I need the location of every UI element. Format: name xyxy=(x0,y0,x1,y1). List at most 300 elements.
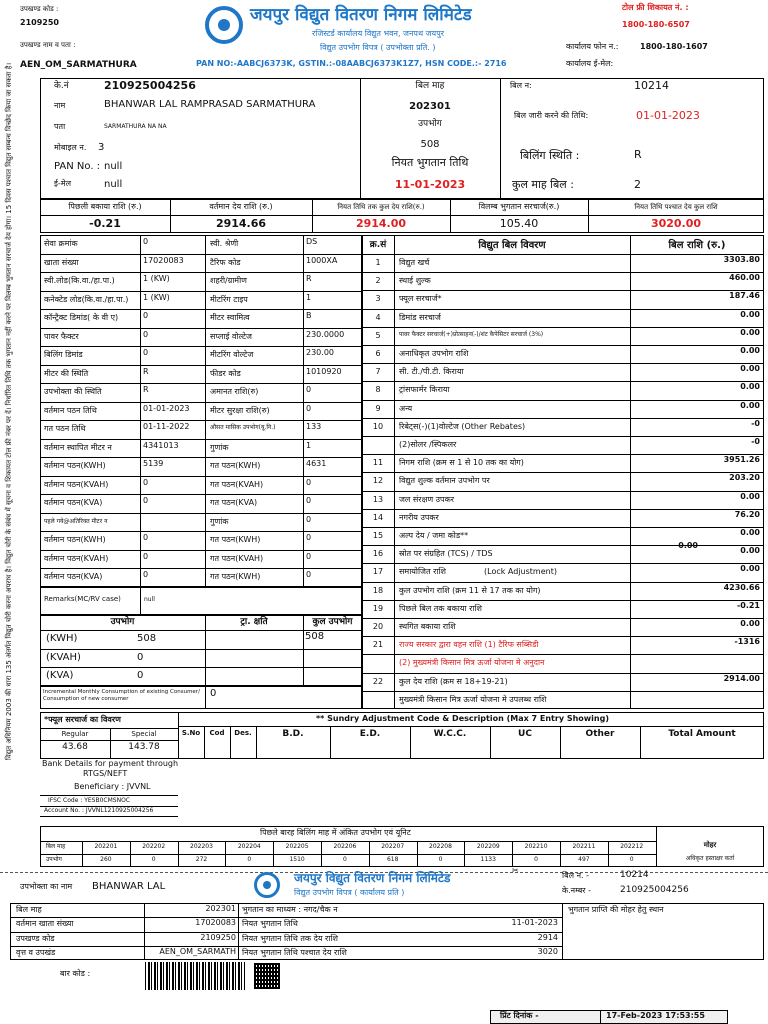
details-row-line xyxy=(40,494,362,495)
charge-amount: 3951.26 xyxy=(723,455,760,465)
charge-no: 20 xyxy=(372,622,384,631)
stub-label: वर्तमान खाता संख्या xyxy=(16,919,74,929)
side-legal-note: विद्युत अधिनियम 2003 की धारा 135 अंतर्गत विद्युत चोरी करना अपराध है। विद्युत चोरी के संबंध में सूचना व शिकायत टोल फ्री नंबर पर दें। निर्धारित तिथि तक भुगतान नहीं करने पर विलम्ब भुगतान सरचार्ज देय होगा। 15 दिवस पश्चात विद्युत सम्बन्ध विच्छेद किया जा सकता है। xyxy=(5,62,13,760)
detail-left-value: 01-11-2022 xyxy=(143,422,190,431)
incremental-value: 0 xyxy=(210,688,217,699)
issue-date-label: बिल जारी करने की तिथि: xyxy=(514,111,589,120)
fuel-special-header: Special xyxy=(131,730,157,738)
office-email-label: कार्यालय ई-मेल: xyxy=(566,59,614,68)
cons-value: 0 xyxy=(137,670,144,681)
stub-bill-no: 10214 xyxy=(620,870,649,880)
history-month: 202205 xyxy=(285,843,309,850)
charge-desc: ट्रांसफार्मर किराया xyxy=(399,385,450,395)
detail-left-value: R xyxy=(143,385,149,394)
charge-no: 22 xyxy=(372,676,384,686)
history-month: 202206 xyxy=(333,843,357,850)
fuel-special-value: 143.78 xyxy=(128,742,160,752)
charge-no: 16 xyxy=(372,549,384,559)
detail-mid-value: 230.00 xyxy=(306,348,334,357)
charge-no: 7 xyxy=(375,367,381,377)
detail-mid-label: गत पठन(KVA) xyxy=(210,498,258,507)
history-month: 202212 xyxy=(620,843,644,850)
charge-amount: 2914.00 xyxy=(723,673,760,683)
detail-left-value: 0 xyxy=(143,477,149,487)
detail-left-label: गत पठन तिथि xyxy=(44,424,86,433)
detail-left-label: बिलिंग डिमांड xyxy=(44,350,83,359)
history-month: 202204 xyxy=(237,843,261,850)
detail-left-label: वर्तमान पठन(KWH) xyxy=(44,535,106,544)
history-month: 202207 xyxy=(381,843,405,850)
detail-mid-value: 0 xyxy=(306,551,312,561)
email-label: ई-मेल xyxy=(54,179,72,188)
fuel-regular-header: Regular xyxy=(61,730,89,738)
charge-desc: कुल उपभोग राशि (क्रम 11 से 17 तक का योग) xyxy=(399,585,541,595)
subdiv-name: AEN_OM_SARMATHURA xyxy=(20,60,137,70)
cons-unit: (KVAH) xyxy=(46,651,81,663)
charge-amount: 0.00 xyxy=(740,564,760,574)
detail-mid-value: 1 xyxy=(306,440,312,450)
charge-row-line xyxy=(362,509,764,510)
pan-gst-line: PAN NO:-AABCJ6373K, GSTIN.:-08AABCJ6373K1Z7, HSN CODE.:- 2716 xyxy=(196,59,507,68)
kno-value: 210925004256 xyxy=(104,79,196,92)
stub-consumer-label: उपभोक्ता का नाम xyxy=(20,882,73,891)
details-row-line xyxy=(40,513,362,514)
charge-no: 5 xyxy=(375,330,381,340)
charge-amount: 3303.80 xyxy=(723,255,760,264)
charge-desc: डिमांड सरचार्ज xyxy=(399,312,441,322)
detail-mid-value: B xyxy=(306,311,312,320)
detail-mid-label: सप्लाई वोल्टेज xyxy=(210,331,252,341)
tloss-header: ट्रा. क्षति xyxy=(240,617,268,627)
charge-amount: 460.00 xyxy=(729,273,760,283)
consumer-address: SARMATHURA NA NA xyxy=(104,123,167,130)
charge-row-line xyxy=(362,472,764,473)
tollfree-number: 1800-180-6507 xyxy=(622,20,690,29)
detail-left-label: खाता संख्या xyxy=(44,257,79,267)
charge-desc: स्थगित बकाया राशि xyxy=(399,622,456,631)
charge-desc: विद्युत शुल्क वर्तमान उपभोग पर xyxy=(399,476,490,486)
remarks-value: null xyxy=(144,596,155,603)
consumption-value: 508 xyxy=(420,139,440,150)
detail-left-label: उपभोक्ता की स्थिति xyxy=(44,387,102,396)
sundry-col-header: UC xyxy=(518,729,532,739)
detail-mid-label: औसत मासिक उपभोग(यू.नि.) xyxy=(210,424,276,431)
detail-left-value: 0 xyxy=(143,496,149,505)
incremental-label: Incremental Monthly Consumption of existing Consumer/ Consumption of new consumer xyxy=(43,689,200,702)
sundry-col-header: Cod xyxy=(209,729,225,737)
cons-row-line xyxy=(40,667,362,668)
charge-row-line xyxy=(362,545,764,546)
sign-label: अधिकृत हस्ताक्षर कर्ता xyxy=(685,855,735,862)
charge-tds-amount: 0.00 xyxy=(678,541,698,551)
scissors-icon: ✂ xyxy=(512,866,519,875)
sundry-title: ** Sundry Adjustment Code & Description (Max 7 Entry Showing) xyxy=(316,714,609,723)
detail-left-value: 1 (KW) xyxy=(143,274,170,283)
sundry-col-header: S.No xyxy=(181,729,201,737)
seal-label: मोहर xyxy=(703,841,717,849)
service-first-value: 0 xyxy=(143,237,149,246)
bank-line-3: Beneficiary : JVVNL xyxy=(74,782,151,791)
history-month: 202211 xyxy=(572,843,596,850)
bank-line-1: Bank Details for payment through xyxy=(42,759,179,768)
bank-line-4: IFSC Code : YESB0CMSNOC xyxy=(48,797,130,804)
tollfree-label: टोल फ्री शिकायत नं. : xyxy=(622,3,689,12)
detail-left-value: R xyxy=(143,366,149,376)
charge-no: 3 xyxy=(375,294,381,304)
charge-amount: 0.00 xyxy=(740,346,760,355)
qr-code-image xyxy=(254,963,280,989)
history-units: 260 xyxy=(100,856,112,863)
history-units: 0 xyxy=(629,856,634,863)
detail-mid-label: स्वी. श्रेणी xyxy=(210,239,239,248)
details-row-line xyxy=(40,420,362,421)
details-row-line xyxy=(40,531,362,532)
subdiv-code: 2109250 xyxy=(20,18,59,27)
charges-desc-header: विद्युत बिल विवरण xyxy=(478,240,546,251)
stub-row-line xyxy=(10,946,562,947)
detail-left-value: 0 xyxy=(143,311,149,320)
stub-value: AEN_OM_SARMATH xyxy=(159,946,236,956)
detail-left-value: 4341013 xyxy=(143,440,179,450)
detail-left-value: 01-01-2023 xyxy=(143,403,190,413)
detail-mid-value: 230.0000 xyxy=(306,329,345,339)
current-due-label: वर्तमान देय राशि (रु.) xyxy=(209,202,273,211)
charge-no: 18 xyxy=(372,585,384,595)
stub-label-2: नियत भुगतान तिथि तक देय राशि xyxy=(242,933,338,943)
detail-mid-value: 0 xyxy=(306,477,312,487)
charge-no: 2 xyxy=(375,276,381,286)
remarks-label: Remarks(MC/RV case) xyxy=(44,595,121,603)
office-phone: 1800-180-1607 xyxy=(640,42,708,51)
charge-no: 11 xyxy=(372,458,384,468)
charge-no: 13 xyxy=(372,494,384,504)
issue-date: 01-01-2023 xyxy=(636,109,700,122)
charge-amount: 0.00 xyxy=(740,364,760,374)
cons-unit: (KVA) xyxy=(46,670,74,681)
detail-mid-label: टैरिफ कोड xyxy=(210,257,241,267)
detail-mid-label: मीटरिंग वोल्टेज xyxy=(210,350,254,359)
due-by-date-amount: 2914.00 xyxy=(355,217,407,230)
detail-mid-value: 0 xyxy=(306,533,312,542)
charge-no: 14 xyxy=(372,512,384,522)
detail-mid-label: गत पठन(KWH) xyxy=(210,572,261,581)
detail-mid-value: 1010920 xyxy=(306,366,342,376)
detail-left-value: 0 xyxy=(143,570,149,579)
stub-label-2: नियत भुगतान तिथि xyxy=(242,919,298,929)
kno-label: के.नं xyxy=(54,81,69,91)
charge-no: 8 xyxy=(375,385,381,395)
charge-desc: अल्प देय / जमा कोड** xyxy=(399,531,469,540)
charge-desc: पावर फैक्टर सरचार्ज(+)प्रोत्साहन(-)/शंट कैपेसिटर सरचार्ज (3%) xyxy=(399,330,544,338)
detail-mid-value: 0 xyxy=(306,385,312,394)
sundry-col-header: Other xyxy=(585,729,615,739)
after-due-label: नियत तिथि पश्चात देय कुल राशि xyxy=(634,203,718,211)
prev-arrears-label: पिछली बकाया राशि (रु.) xyxy=(68,202,142,211)
charge-row-line xyxy=(362,436,764,437)
print-date: 17-Feb-2023 17:53:55 xyxy=(606,1011,705,1020)
charge-no: 1 xyxy=(375,258,381,267)
stub-label: बिल माह xyxy=(16,905,42,914)
detail-mid-value: 1 xyxy=(306,292,312,302)
charge-row-line xyxy=(362,527,764,528)
charge-row-line xyxy=(362,454,764,455)
charge-desc: रिबेट्स(-)(1)वोल्टेज (Other Rebates) xyxy=(399,421,526,431)
charge-no: 12 xyxy=(372,476,384,486)
history-units: 0 xyxy=(438,856,443,863)
cons-value: 0 xyxy=(137,651,144,663)
print-date-label: प्रिंट दिनांक - xyxy=(500,1011,539,1020)
charge-amount: 0.00 xyxy=(740,619,760,628)
charge-row-line xyxy=(362,654,764,655)
cons-row-line xyxy=(40,649,362,650)
charge-amount: 0.00 xyxy=(740,546,760,556)
detail-mid-label: फीडर कोड xyxy=(210,368,241,378)
charge-desc: समायोजित राशि xyxy=(399,567,446,577)
detail-left-label: वर्तमान पठन(KVAH) xyxy=(44,479,109,489)
barcode-image xyxy=(145,962,245,990)
sundry-col-header: E.D. xyxy=(359,729,381,739)
details-row-line xyxy=(40,365,362,366)
history-units: 0 xyxy=(342,856,347,863)
history-month-label: बिल माह xyxy=(46,843,66,850)
late-surcharge-label: विलम्ब भुगतान सरचार्ज(रु.) xyxy=(478,202,560,211)
charge-row-line xyxy=(362,381,764,382)
detail-mid-value: R xyxy=(306,274,312,283)
detail-left-label: वर्तमान पठन(KVA) xyxy=(44,498,103,507)
pan-label: PAN No. : xyxy=(54,161,101,172)
charge-row-line xyxy=(362,600,764,601)
detail-mid-label: गत पठन(KVAH) xyxy=(210,479,264,489)
due-by-date-label: नियत तिथि तक कुल देय राशि(रु.) xyxy=(337,203,425,211)
charge-amount: 187.46 xyxy=(729,291,760,301)
charge-amount: 0.00 xyxy=(740,309,760,319)
detail-left-label: वर्तमान पठन(KWH) xyxy=(44,461,106,470)
bill-copy-type: विद्युत उपभोग विपत्र ( उपभोक्ता प्रति. ) xyxy=(320,43,436,52)
details-row-line xyxy=(40,457,362,458)
company-address: रजिस्टर्ड कार्यालय विद्युत भवन, जनपथ जयपुर xyxy=(312,29,445,38)
detail-mid-value: 4631 xyxy=(306,459,327,468)
charge-row-line xyxy=(362,691,764,692)
detail-left-label: स्वी.लोड(कि.वा./हा.पा.) xyxy=(44,276,115,285)
bill-month: 202301 xyxy=(409,101,451,112)
stub-subtitle: विद्युत उपभोग विपत्र ( कार्यालय प्रति ) xyxy=(294,888,405,897)
mobile-value: 3 xyxy=(98,142,105,153)
details-row-line xyxy=(40,309,362,310)
charge-desc-extra: (Lock Adjustment) xyxy=(484,567,557,577)
stub-label: वृत्त व उपखंड xyxy=(16,947,56,957)
jvvnl-logo-icon xyxy=(205,6,243,44)
history-month: 202209 xyxy=(476,843,500,850)
charge-desc: अनाधिकृत उपभोग राशि xyxy=(399,349,469,358)
details-row-line xyxy=(40,254,362,255)
history-units: 1133 xyxy=(480,856,496,863)
current-due: 2914.66 xyxy=(215,217,267,230)
charge-desc: निगम राशि (क्रम स 1 से 10 तक का योग) xyxy=(399,458,524,468)
detail-left-label: पहले गये@अतिरिक्त मीटर न xyxy=(44,517,108,525)
charge-amount: 0.00 xyxy=(740,528,760,537)
history-units: 0 xyxy=(151,856,156,863)
history-month: 202202 xyxy=(142,843,166,850)
total-months: 2 xyxy=(634,178,641,191)
late-surcharge: 105.40 xyxy=(499,217,539,230)
charge-row-line xyxy=(362,618,764,619)
detail-mid-value: 0 xyxy=(306,570,312,579)
cons-total: 508 xyxy=(305,631,325,642)
charge-amount: 0.00 xyxy=(740,382,760,392)
stub-bill-no-label: बिल न. - xyxy=(562,871,590,880)
charge-row-line xyxy=(362,290,764,291)
history-month: 202210 xyxy=(524,843,548,850)
detail-left-value: 5139 xyxy=(143,459,164,468)
detail-mid-label: गत पठन(KWH) xyxy=(210,535,261,544)
detail-left-value: 0 xyxy=(143,329,149,339)
detail-mid-label: अमानत राशि(रु) xyxy=(210,387,259,396)
stub-value: 202301 xyxy=(205,904,236,913)
subdiv-name-label: उपखण्ड नाम व पता : xyxy=(20,41,76,49)
charge-desc: कुल देय राशि (क्रम स 18+19-21) xyxy=(399,676,508,686)
detail-left-label: पावर फैक्टर xyxy=(44,331,79,341)
subdiv-code-label: उपखण्ड कोड : xyxy=(20,5,59,13)
detail-mid-label: गत पठन(KVAH) xyxy=(210,553,264,563)
detail-mid-value: 1000XA xyxy=(306,255,338,265)
stub-stamp-label: भुगतान प्राप्ति की मोहर हेतु स्थान xyxy=(568,905,664,914)
detail-left-label: वर्तमान पठन(KVA) xyxy=(44,572,103,581)
history-month: 202201 xyxy=(94,843,118,850)
stub-value-2: 3020 xyxy=(537,946,558,956)
details-row-line xyxy=(40,402,362,403)
detail-mid-label: मीटर सुरक्षा राशि(रु) xyxy=(210,405,270,415)
charge-desc: स्थाई शुल्क xyxy=(399,276,431,286)
details-row-line xyxy=(40,568,362,569)
details-row-line xyxy=(40,291,362,292)
detail-mid-label: गुणांक xyxy=(210,442,229,452)
charge-row-line xyxy=(362,418,764,419)
stub-row-line xyxy=(10,932,562,933)
billing-status: R xyxy=(634,148,642,161)
after-due-amount: 3020.00 xyxy=(650,217,702,230)
charge-desc: सी. टी./पी.टी. किराया xyxy=(399,367,464,377)
detail-mid-label: मीटर स्वामित्व xyxy=(210,313,250,322)
history-units: 272 xyxy=(195,856,208,863)
fuel-title: *फ्यूल सरचार्ज का विवरण xyxy=(44,715,121,724)
charge-amount: -0 xyxy=(751,418,760,428)
stub-logo-icon xyxy=(254,872,280,898)
charge-row-line xyxy=(362,673,764,674)
charge-no: 15 xyxy=(372,531,384,540)
stub-value: 2109250 xyxy=(200,932,236,942)
company-title: जयपुर विद्युत वितरण निगम लिमिटेड xyxy=(250,5,472,25)
details-row-line xyxy=(40,476,362,477)
detail-left-label: मीटर की स्थिति xyxy=(44,368,89,378)
detail-left-label: कनेक्टेड लोड(कि.वा./हा.पा.) xyxy=(44,294,129,304)
stub-value-2: 2914 xyxy=(537,932,558,942)
charge-desc: स्रोत पर संग्रहित (TCS) / TDS xyxy=(399,549,493,559)
cons-value: 508 xyxy=(137,633,157,644)
charge-desc: राज्य सरकार द्वारा वहन राशि (1) टैरिफ सब्सिडी xyxy=(399,640,539,650)
history-month: 202208 xyxy=(429,843,452,850)
charge-row-line xyxy=(362,309,764,310)
email-value: null xyxy=(104,179,123,190)
details-row-line xyxy=(40,328,362,329)
due-date: 11-01-2023 xyxy=(394,178,466,191)
charges-no-header: क्र.सं xyxy=(369,240,387,250)
pan-value: null xyxy=(104,161,123,172)
stub-label-2: नियत भुगतान तिथि पश्चात देय राशि xyxy=(242,947,347,957)
charge-row-line xyxy=(362,272,764,273)
charge-no: 4 xyxy=(375,312,381,322)
detail-left-label: वर्तमान पठन(KVAH) xyxy=(44,553,109,563)
details-row-line xyxy=(40,272,362,273)
detail-mid-label: गुणांक xyxy=(210,516,229,526)
charge-no: 6 xyxy=(375,349,381,358)
stub-title: जयपुर विद्युत वितरण निगम लिमिटेड xyxy=(294,871,451,885)
charge-row-line xyxy=(362,327,764,328)
charge-row-line xyxy=(362,582,764,583)
detail-left-value: 0 xyxy=(143,533,149,542)
bill-month-label: बिल माह xyxy=(415,81,445,91)
address-label: पता xyxy=(54,122,66,131)
sundry-col-header: B.D. xyxy=(282,729,304,739)
stub-consumer-name: BHANWAR LAL xyxy=(92,881,166,892)
charge-amount: 0.00 xyxy=(740,327,760,337)
detail-left-value: 0 xyxy=(143,551,149,561)
detail-left-label: वर्तमान पठन तिथि xyxy=(44,405,97,415)
charge-amount: -0 xyxy=(751,437,760,446)
sundry-col-header: W.C.C. xyxy=(433,729,467,739)
office-phone-label: कार्यालय फोन न.: xyxy=(566,42,619,51)
detail-mid-value: 133 xyxy=(306,422,322,431)
consumer-name: BHANWAR LAL RAMPRASAD SARMATHURA xyxy=(104,99,316,110)
charge-row-line xyxy=(362,400,764,401)
sundry-col-header: Des. xyxy=(234,729,252,737)
charge-no: 10 xyxy=(372,421,384,431)
charge-no: 21 xyxy=(372,640,384,650)
total-consumption-header: कुल उपभोग xyxy=(312,617,353,627)
charge-row-line xyxy=(362,363,764,364)
details-row-line xyxy=(40,439,362,440)
charge-row-line xyxy=(362,345,764,346)
charge-no: 9 xyxy=(375,403,381,413)
charge-desc: जल संरक्षण उपकर xyxy=(399,494,454,504)
detail-left-value: 0 xyxy=(143,348,149,357)
charge-amount: -0.21 xyxy=(736,600,760,610)
detail-mid-value: DS xyxy=(306,237,318,246)
sundry-col-header: Total Amount xyxy=(668,729,736,739)
history-month: 202203 xyxy=(190,843,213,850)
consumption-label: उपभोग xyxy=(418,119,442,129)
history-units: 0 xyxy=(247,856,252,863)
charge-amount: 0.00 xyxy=(740,400,760,410)
charge-row-line xyxy=(362,491,764,492)
detail-mid-label: गत पठन(KWH) xyxy=(210,461,261,470)
charge-desc: मुख्यमंत्री किसान मित्र ऊर्जा योजना मे उपलब्ध राशि xyxy=(399,694,547,704)
stub-value: 17020083 xyxy=(195,918,236,928)
name-label: नाम xyxy=(54,101,66,110)
detail-left-label: सेवा क्रमांक xyxy=(44,239,78,248)
history-units: 0 xyxy=(534,856,538,863)
detail-left-label: वर्तमान स्थापित मीटर न xyxy=(44,442,112,452)
detail-left-value: 17020083 xyxy=(143,255,184,265)
detail-mid-value: 0 xyxy=(306,403,312,413)
consumption-header: उपभोग xyxy=(110,617,135,627)
charge-no: 17 xyxy=(372,567,384,577)
fuel-regular-value: 43.68 xyxy=(62,742,88,752)
detail-left-label: कॉन्ट्रैक्ट डिमांड( के वी ए) xyxy=(44,313,119,322)
detail-mid-label: शहरी/ग्रामीण xyxy=(210,276,247,285)
prev-arrears: -0.21 xyxy=(89,217,121,230)
stub-kno: 210925004256 xyxy=(620,885,689,895)
mobile-label: मोबाइल न. xyxy=(54,143,87,152)
